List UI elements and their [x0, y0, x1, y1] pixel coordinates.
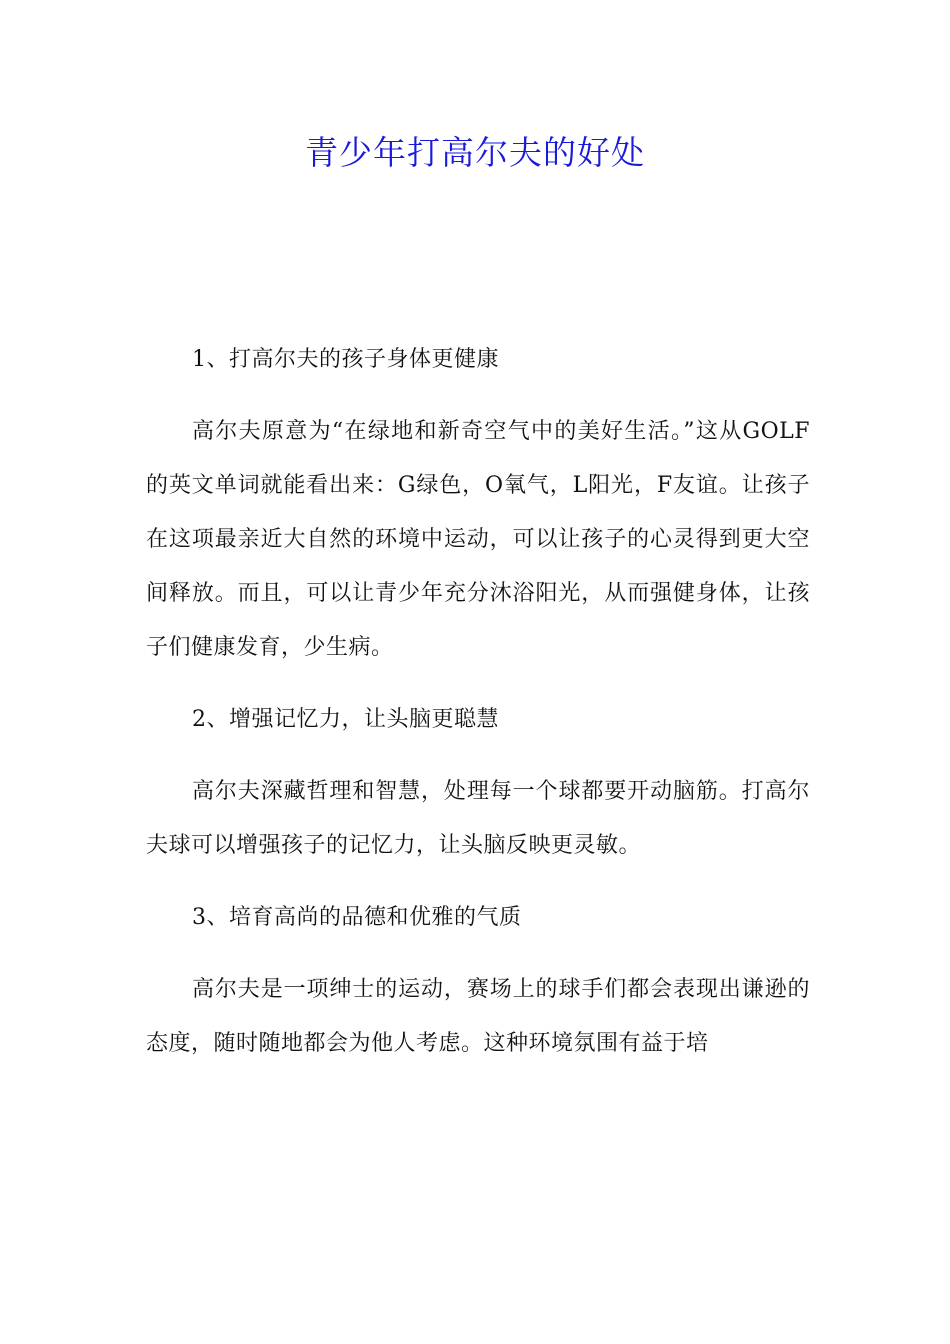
section-heading-2: 2、增强记忆力，让头脑更聪慧 — [192, 707, 499, 732]
section-heading-1: 1、打高尔夫的孩子身体更健康 — [192, 347, 499, 372]
section-heading-3: 3、培育高尚的品德和优雅的气质 — [192, 905, 522, 930]
document-title: 青少年打高尔夫的好处 — [305, 133, 645, 172]
section-paragraph-3: 高尔夫是一项绅士的运动，赛场上的球手们都会表现出谦逊的态度，随时随地都会为他人考虑。这种环境氛围有益于培 — [146, 977, 810, 1056]
section-paragraph-2: 高尔夫深藏哲理和智慧，处理每一个球都要开动脑筋。打高尔夫球可以增强孩子的记忆力，让头脑反映更灵敏。 — [146, 779, 810, 858]
document-body — [146, 333, 810, 1089]
section-paragraph-1: 高尔夫原意为“在绿地和新奇空气中的美好生活。”这从GOLF的英文单词就能看出来：G绿色，O氧气，L阳光，F友谊。让孩子在这项最亲近大自然的环境中运动，可以让孩子的心灵得到更大空间释放。而且，可以让青少年充分沐浴阳光，从而强健身体，让孩子们健康发育，少生病。 — [146, 419, 810, 660]
